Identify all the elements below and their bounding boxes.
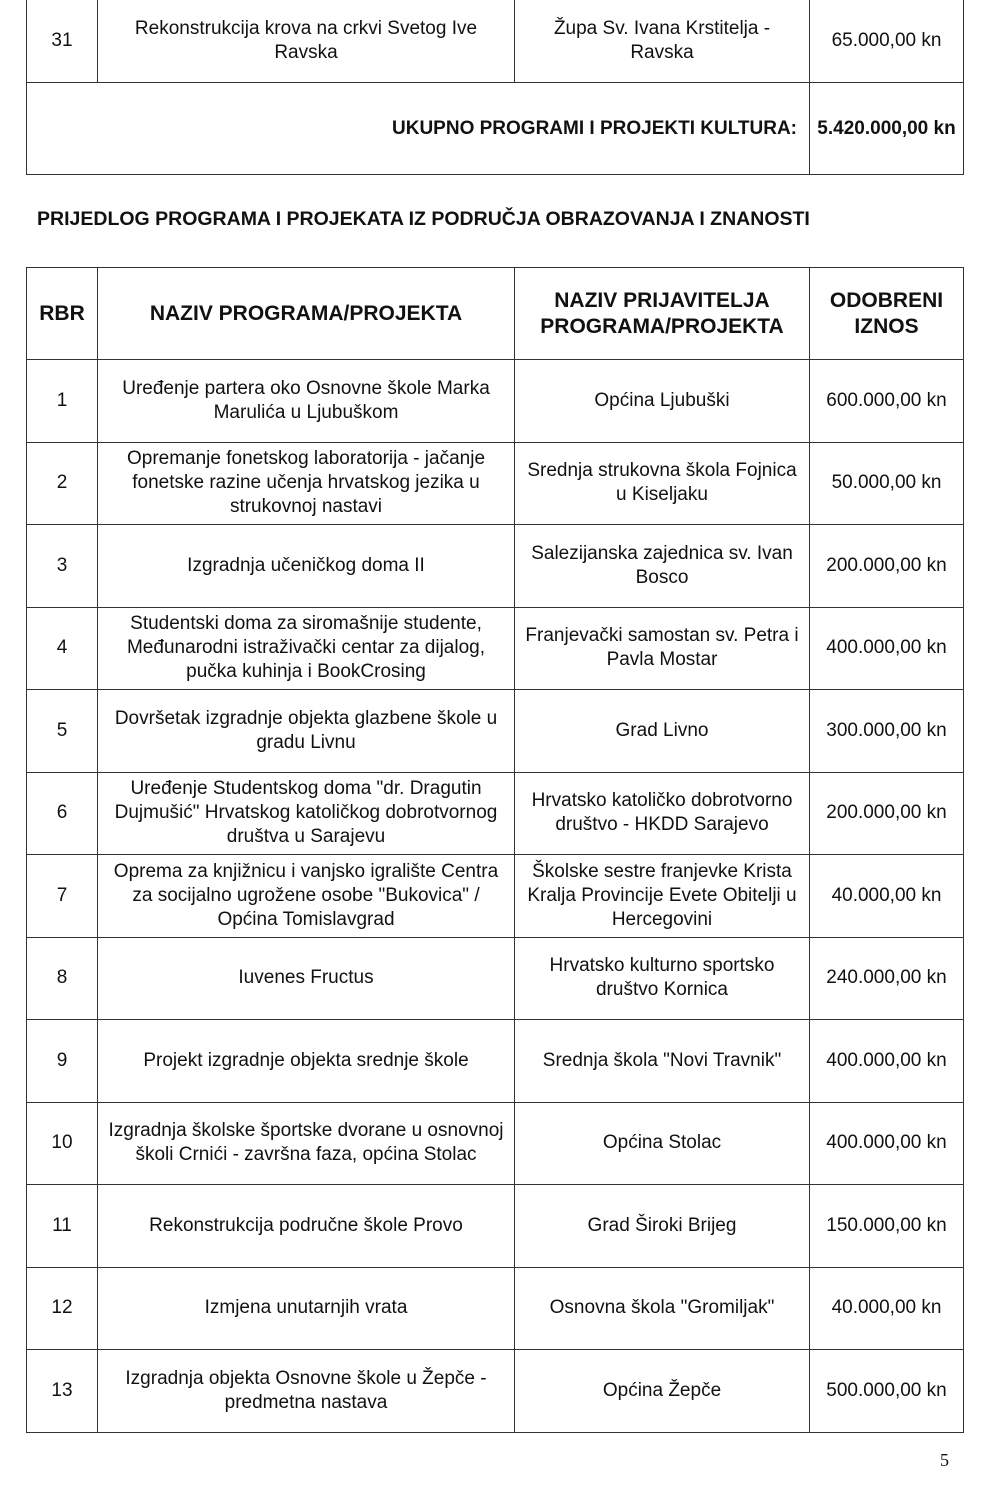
applicant-name: Grad Livno xyxy=(515,690,810,773)
project-name: Dovršetak izgradnje objekta glazbene škole u gradu Livnu xyxy=(98,690,515,773)
applicant-name: Grad Široki Brijeg xyxy=(515,1185,810,1268)
row-number: 7 xyxy=(27,855,98,938)
applicant-name: Župa Sv. Ivana Krstitelja - Ravska xyxy=(515,0,810,83)
header-rbr: RBR xyxy=(27,268,98,360)
applicant-name: Školske sestre franjevke Krista Kralja Provincije Evete Obitelji u Hercegovini xyxy=(515,855,810,938)
row-number: 10 xyxy=(27,1102,98,1185)
project-name: Izgradnja objekta Osnovne škole u Žepče - predmetna nastava xyxy=(98,1350,515,1433)
approved-amount: 400.000,00 kn xyxy=(810,1020,964,1103)
header-project-name: NAZIV PROGRAMA/PROJEKTA xyxy=(98,268,515,360)
table-row xyxy=(27,607,964,690)
table-row xyxy=(27,690,964,773)
table-row xyxy=(27,0,964,83)
table-row xyxy=(27,1185,964,1268)
total-label: UKUPNO PROGRAMI I PROJEKTI KULTURA: xyxy=(27,83,810,175)
row-number: 11 xyxy=(27,1185,98,1268)
row-number: 5 xyxy=(27,690,98,773)
project-name: Rekonstrukcija krova na crkvi Svetog Ive Ravska xyxy=(98,0,515,83)
row-number: 9 xyxy=(27,1020,98,1103)
applicant-name: Srednja škola "Novi Travnik" xyxy=(515,1020,810,1103)
table-row xyxy=(27,525,964,608)
applicant-name: Općina Žepče xyxy=(515,1350,810,1433)
project-name: Izgradnja školske športske dvorane u osnovnoj školi Crnići - završna faza, općina Stolac xyxy=(98,1102,515,1185)
row-number: 6 xyxy=(27,772,98,855)
row-number: 3 xyxy=(27,525,98,608)
applicant-name: Srednja strukovna škola Fojnica u Kiseljaku xyxy=(515,442,810,525)
approved-amount: 240.000,00 kn xyxy=(810,937,964,1020)
header-amount: ODOBRENI IZNOS xyxy=(810,268,964,360)
table-row xyxy=(27,442,964,525)
approved-amount: 65.000,00 kn xyxy=(810,0,964,83)
approved-amount: 400.000,00 kn xyxy=(810,1102,964,1185)
approved-amount: 40.000,00 kn xyxy=(810,855,964,938)
table-row xyxy=(27,1267,964,1350)
row-number: 13 xyxy=(27,1350,98,1433)
project-name: Izgradnja učeničkog doma II xyxy=(98,525,515,608)
approved-amount: 600.000,00 kn xyxy=(810,360,964,443)
project-name: Opremanje fonetskog laboratorija - jačanje fonetske razine učenja hrvatskog jezika u strukovnoj nastavi xyxy=(98,442,515,525)
approved-amount: 200.000,00 kn xyxy=(810,525,964,608)
page-number: 5 xyxy=(940,1450,949,1470)
applicant-name: Općina Stolac xyxy=(515,1102,810,1185)
row-number: 8 xyxy=(27,937,98,1020)
row-number: 1 xyxy=(27,360,98,443)
table-row xyxy=(27,855,964,938)
row-number: 31 xyxy=(27,0,98,83)
approved-amount: 300.000,00 kn xyxy=(810,690,964,773)
applicant-name: Hrvatsko katoličko dobrotvorno društvo - HKDD Sarajevo xyxy=(515,772,810,855)
approved-amount: 200.000,00 kn xyxy=(810,772,964,855)
project-name: Studentski doma za siromašnije studente, Međunarodni istraživački centar za dijalog, pučka kuhinja i BookCrosing xyxy=(98,607,515,690)
row-number: 4 xyxy=(27,607,98,690)
approved-amount: 50.000,00 kn xyxy=(810,442,964,525)
total-value: 5.420.000,00 kn xyxy=(810,83,964,175)
approved-amount: 40.000,00 kn xyxy=(810,1267,964,1350)
project-name: Rekonstrukcija područne škole Provo xyxy=(98,1185,515,1268)
project-name: Uređenje partera oko Osnovne škole Marka Marulića u Ljubuškom xyxy=(98,360,515,443)
project-name: Iuvenes Fructus xyxy=(98,937,515,1020)
project-name: Projekt izgradnje objekta srednje škole xyxy=(98,1020,515,1103)
approved-amount: 150.000,00 kn xyxy=(810,1185,964,1268)
project-name: Izmjena unutarnjih vrata xyxy=(98,1267,515,1350)
approved-amount: 500.000,00 kn xyxy=(810,1350,964,1433)
total-row xyxy=(27,83,964,175)
table-row xyxy=(27,937,964,1020)
applicant-name: Osnovna škola "Gromiljak" xyxy=(515,1267,810,1350)
approved-amount: 400.000,00 kn xyxy=(810,607,964,690)
culture-table-end xyxy=(26,0,964,175)
header-applicant: NAZIV PRIJAVITELJA PROGRAMA/PROJEKTA xyxy=(515,268,810,360)
row-number: 12 xyxy=(27,1267,98,1350)
header-row xyxy=(27,268,964,360)
project-name: Oprema za knjižnicu i vanjsko igralište Centra za socijalno ugrožene osobe "Bukovica" / Općina Tomislavgrad xyxy=(98,855,515,938)
education-table xyxy=(26,267,964,1433)
project-name: Uređenje Studentskog doma "dr. Dragutin Dujmušić" Hrvatskog katoličkog dobrotvornog društva u Sarajevu xyxy=(98,772,515,855)
applicant-name: Hrvatsko kulturno sportsko društvo Kornica xyxy=(515,937,810,1020)
table-row xyxy=(27,1020,964,1103)
applicant-name: Franjevački samostan sv. Petra i Pavla Mostar xyxy=(515,607,810,690)
section-title: PRIJEDLOG PROGRAMA I PROJEKATA IZ PODRUČJA OBRAZOVANJA I ZNANOSTI xyxy=(37,208,810,230)
table-row xyxy=(27,1350,964,1433)
applicant-name: Salezijanska zajednica sv. Ivan Bosco xyxy=(515,525,810,608)
table-row xyxy=(27,1102,964,1185)
row-number: 2 xyxy=(27,442,98,525)
applicant-name: Općina Ljubuški xyxy=(515,360,810,443)
table-row xyxy=(27,360,964,443)
table-row xyxy=(27,772,964,855)
